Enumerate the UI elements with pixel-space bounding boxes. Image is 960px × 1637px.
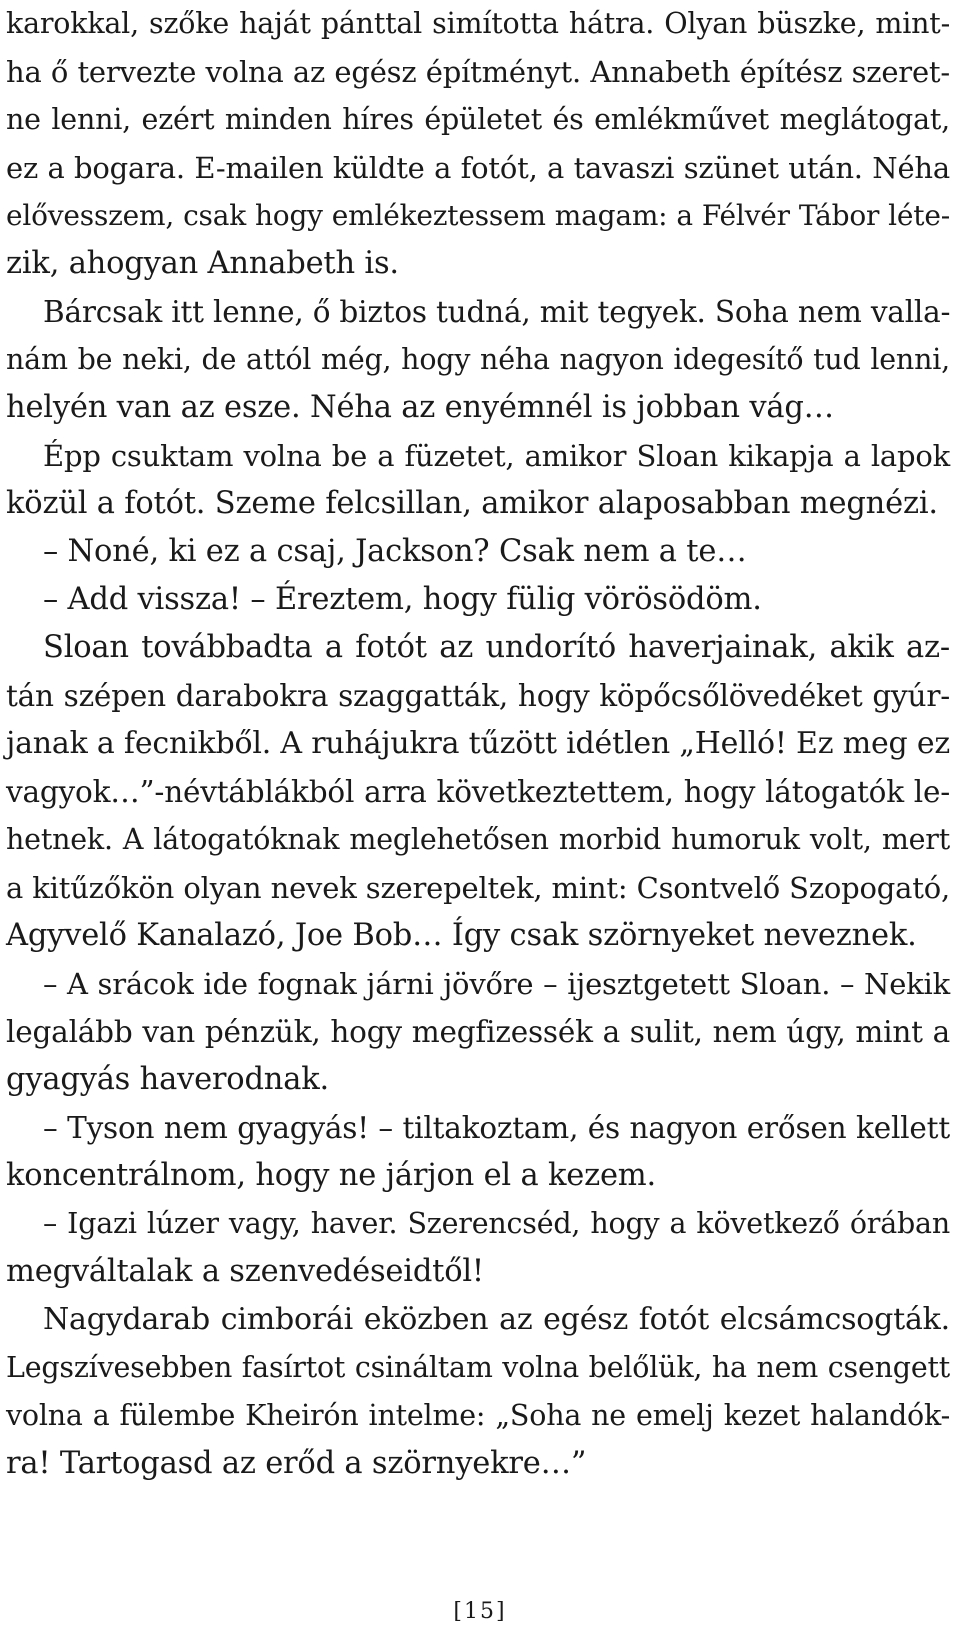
text-line: ha ő tervezte volna az egész építményt. Annabeth építész szeret- bbox=[6, 55, 950, 89]
text-line: közül a fotót. Szeme felcsillan, amikor alaposabban megnézi. bbox=[6, 486, 938, 521]
text-line: elővesszem, csak hogy emlékeztessem magam: a Félvér Tábor léte- bbox=[6, 199, 950, 232]
text-line: ra! Tartogasd az erőd a szörnyekre…” bbox=[6, 1446, 587, 1481]
dialogue-line: – Noné, ki ez a csaj, Jackson? Csak nem a te… bbox=[43, 534, 747, 569]
text-line: Agyvelő Kanalazó, Joe Bob… Így csak szörnyeket neveznek. bbox=[6, 918, 917, 953]
dialogue-line: – Add vissza! – Éreztem, hogy fülig vörösödöm. bbox=[43, 582, 762, 617]
text-line: legalább van pénzük, hogy megfizessék a sulit, nem úgy, mint a bbox=[6, 1015, 950, 1049]
text-line: janak a fecnikből. A ruhájukra tűzött idétlen „Helló! Ez meg ez bbox=[6, 726, 951, 761]
text-line: vagyok…”-névtáblákból arra következtettem, hogy látogatók le- bbox=[6, 775, 950, 809]
text-line: Bárcsak itt lenne, ő biztos tudná, mit tegyek. Soha nem valla- bbox=[43, 295, 951, 329]
text-line: gyagyás haverodnak. bbox=[6, 1062, 330, 1097]
text-line: Sloan továbbadta a fotót az undorító haverjainak, akik az- bbox=[43, 630, 950, 665]
text-line: ez a bogara. E-mailen küldte a fotót, a tavaszi szünet után. Néha bbox=[6, 151, 950, 185]
text-line: helyén van az esze. Néha az enyémnél is jobban vág… bbox=[6, 390, 834, 425]
text-line: karokkal, szőke haját pánttal simította hátra. Olyan büszke, mint- bbox=[6, 7, 950, 40]
text-line: Nagydarab cimborái eközben az egész fotót elcsámcsogták. bbox=[43, 1302, 950, 1337]
text-line: volna a fülembe Kheirón intelme: „Soha ne emelj kezet halandók- bbox=[6, 1399, 950, 1432]
dialogue-line: – Tyson nem gyagyás! – tiltakoztam, és nagyon erősen kellett bbox=[43, 1111, 950, 1145]
text-line: zik, ahogyan Annabeth is. bbox=[6, 246, 399, 281]
page-number: [15] bbox=[453, 1599, 507, 1624]
text-line: koncentrálnom, hogy ne járjon el a kezem. bbox=[6, 1158, 657, 1193]
text-line: Épp csuktam volna be a füzetet, amikor Sloan kikapja a lapok bbox=[43, 439, 950, 473]
text-line: a kitűzőkön olyan nevek szerepeltek, mint: Csontvelő Szopogató, bbox=[6, 871, 950, 905]
text-line: Legszívesebben fasírtot csináltam volna belőlük, ha nem csengett bbox=[6, 1351, 950, 1384]
dialogue-line: – Igazi lúzer vagy, haver. Szerencséd, hogy a következő órában bbox=[43, 1207, 950, 1240]
dialogue-line: – A srácok ide fognak járni jövőre – ijesztgetett Sloan. – Nekik bbox=[43, 967, 950, 1001]
text-line: megváltalak a szenvedéseidtől! bbox=[6, 1254, 484, 1289]
text-line: hetnek. A látogatóknak meglehetősen morbid humoruk volt, mert bbox=[6, 823, 950, 856]
text-line: nám be neki, de attól még, hogy néha nagyon idegesítő tud lenni, bbox=[6, 343, 950, 376]
text-line: ne lenni, ezért minden híres épületet és emlékművet meglátogat, bbox=[6, 103, 950, 136]
text-line: tán szépen darabokra szaggatták, hogy köpőcsőlövedéket gyúr- bbox=[6, 679, 950, 713]
